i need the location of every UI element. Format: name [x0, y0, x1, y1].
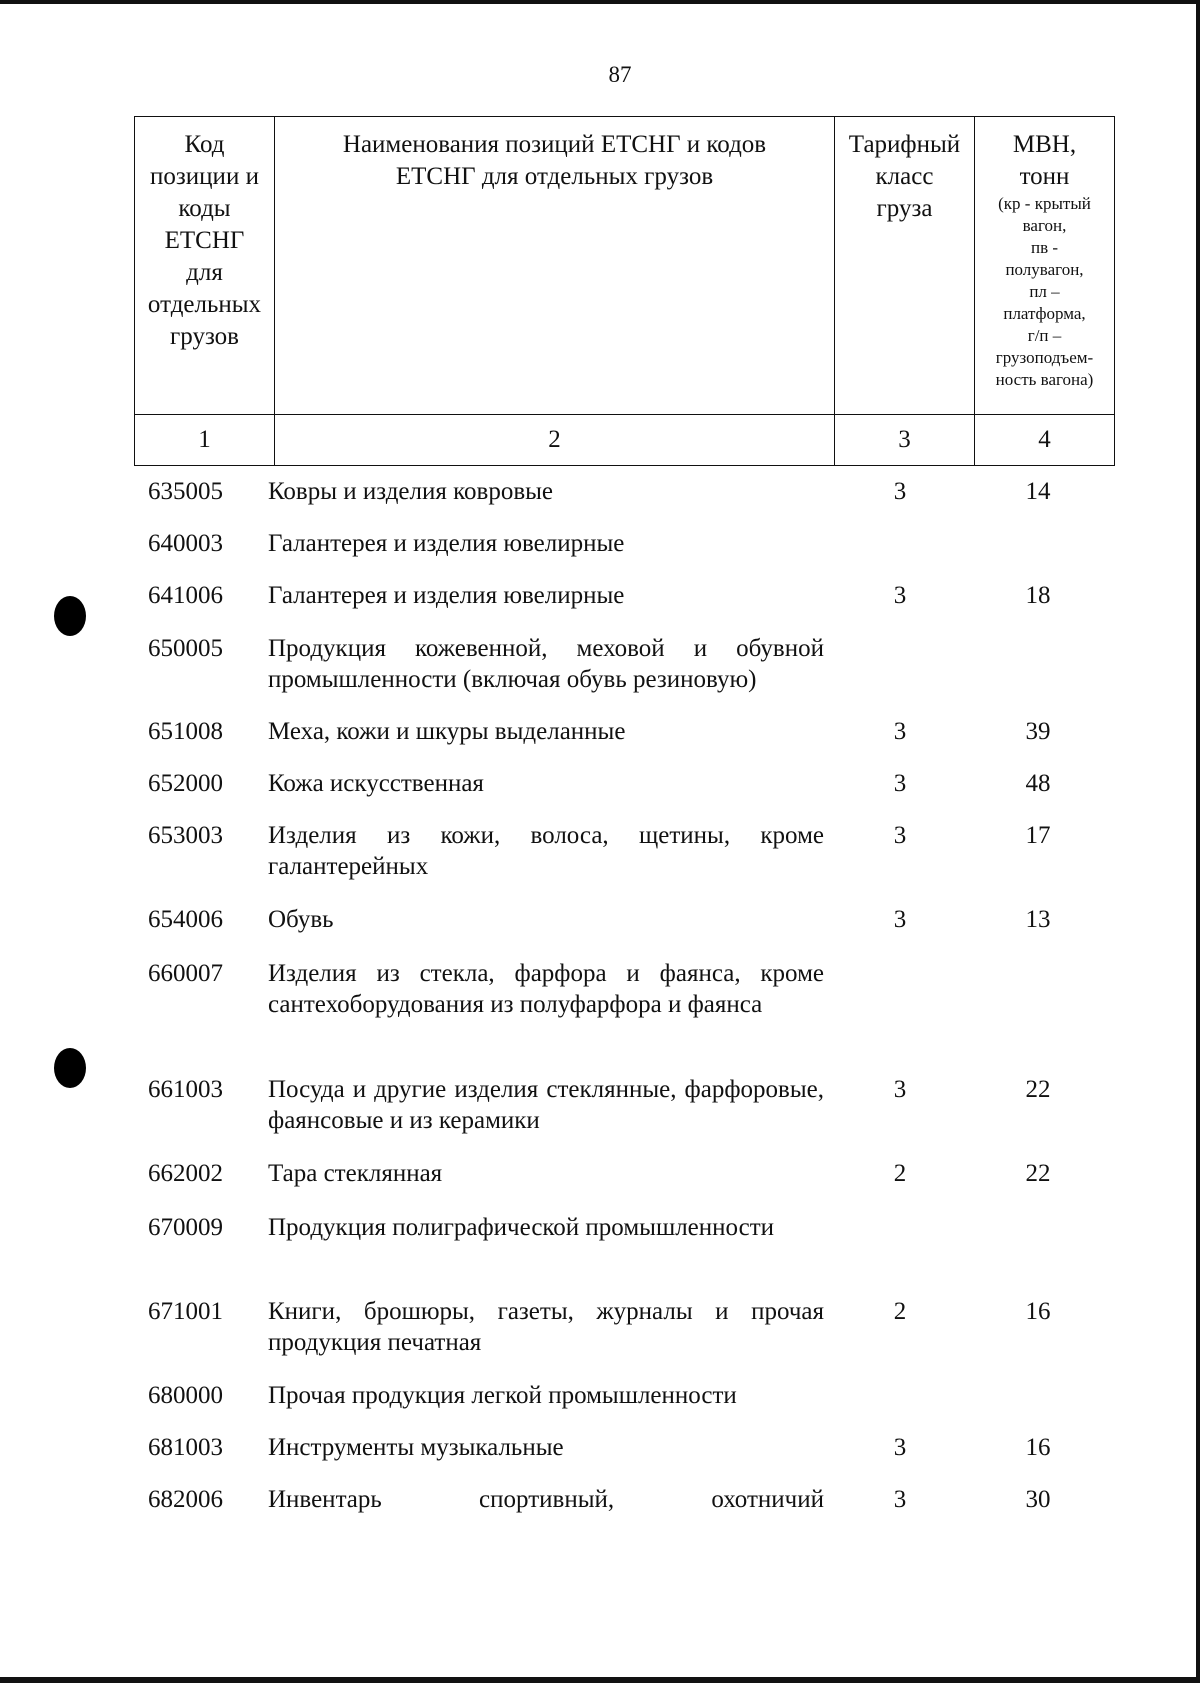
row-mvn: 17	[1025, 822, 1051, 849]
header-class	[835, 117, 975, 415]
header-mvn-note: ность вагона)	[995, 370, 1094, 389]
header-code-line: для	[186, 259, 223, 286]
punch-hole	[54, 596, 86, 636]
column-number: 2	[275, 415, 835, 466]
row-class: 3	[893, 1076, 907, 1103]
row-name: Инвентарь спортивный, охотничий	[268, 1486, 824, 1513]
column-number: 4	[975, 415, 1115, 466]
row-class: 2	[893, 1298, 907, 1325]
header-name	[275, 117, 835, 415]
row-class: 3	[893, 822, 907, 849]
row-code: 652000	[148, 770, 223, 797]
row-name: Инструменты музыкальные	[268, 1434, 564, 1461]
row-code: 640003	[148, 530, 223, 557]
row-name: Прочая продукция легкой промышленности	[268, 1382, 737, 1409]
row-mvn: 22	[1025, 1076, 1051, 1103]
header-mvn-note: пл –	[1029, 282, 1060, 301]
row-name: Продукция кожевенной, меховой и обувной промышленности (включая обувь резиновую)	[268, 635, 824, 693]
column-number: 1	[135, 415, 275, 466]
header-mvn-note: грузоподъем-	[995, 348, 1094, 367]
header-mvn-note: полувагон,	[1005, 260, 1084, 279]
row-name: Меха, кожи и шкуры выделанные	[268, 718, 626, 745]
row-name: Ковры и изделия ковровые	[268, 478, 554, 505]
row-mvn: 18	[1025, 582, 1051, 609]
row-code: 680000	[148, 1382, 223, 1409]
header-code-line: отдельных	[147, 291, 262, 318]
column-header-table	[134, 116, 1115, 466]
header-mvn-title: МВН,	[1012, 131, 1077, 158]
header-code-line: позиции и	[150, 163, 259, 190]
row-mvn: 16	[1025, 1434, 1051, 1461]
row-code: 650005	[148, 635, 223, 662]
row-mvn: 16	[1025, 1298, 1051, 1325]
row-code: 681003	[148, 1434, 223, 1461]
row-code: 671001	[148, 1298, 223, 1325]
header-mvn-note: пв -	[1030, 238, 1059, 257]
header-code-line: ЕТСНГ	[164, 227, 245, 254]
header-code	[135, 117, 275, 415]
row-class: 3	[893, 906, 907, 933]
row-code: 661003	[148, 1076, 223, 1103]
scan-border-right	[1196, 0, 1200, 1683]
column-number: 3	[835, 415, 975, 466]
row-code: 654006	[148, 906, 223, 933]
row-class: 2	[893, 1160, 907, 1187]
row-name: Посуда и другие изделия стеклянные, фарфоровые, фаянсовые и из керамики	[268, 1076, 824, 1134]
row-class: 3	[893, 1434, 907, 1461]
header-class-line: Тарифный	[848, 131, 961, 158]
row-class: 3	[893, 582, 907, 609]
row-name: Галантерея и изделия ювелирные	[268, 582, 625, 609]
header-class-line: класс	[875, 163, 934, 190]
row-mvn: 13	[1025, 906, 1051, 933]
row-code: 653003	[148, 822, 223, 849]
header-code-line: Код	[184, 131, 225, 158]
header-mvn	[975, 117, 1115, 415]
scan-border-bottom	[0, 1677, 1200, 1683]
header-mvn-note: г/п –	[1027, 326, 1062, 345]
header-mvn-title: тонн	[1019, 163, 1070, 190]
row-code: 662002	[148, 1160, 223, 1187]
header-code-line: коды	[178, 195, 231, 222]
row-mvn: 48	[1025, 770, 1051, 797]
header-mvn-note: (кр - крытый	[998, 194, 1091, 213]
row-class: 3	[893, 478, 907, 505]
row-mvn: 14	[1025, 478, 1051, 505]
row-name: Продукция полиграфической промышленности	[268, 1214, 775, 1241]
row-name: Кожа искусственная	[268, 770, 484, 797]
header-class-line: груза	[876, 195, 933, 222]
row-code: 651008	[148, 718, 223, 745]
header-code-line: грузов	[170, 323, 239, 350]
row-mvn: 30	[1025, 1486, 1051, 1513]
row-name: Тара стеклянная	[268, 1160, 443, 1187]
row-name: Изделия из стекла, фарфора и фаянса, кроме сантехоборудования из полуфарфора и фаянса	[268, 960, 824, 1018]
row-name: Галантерея и изделия ювелирные	[268, 530, 625, 557]
row-mvn: 39	[1025, 718, 1051, 745]
row-code: 660007	[148, 960, 223, 987]
row-name: Изделия из кожи, волоса, щетины, кроме галантерейных	[268, 822, 824, 880]
row-name: Книги, брошюры, газеты, журналы и прочая продукция печатная	[268, 1298, 824, 1356]
row-mvn: 22	[1025, 1160, 1051, 1187]
row-class: 3	[893, 718, 907, 745]
row-code: 641006	[148, 582, 223, 609]
row-name: Обувь	[268, 906, 334, 933]
header-name-line: ЕТСНГ для отдельных грузов	[395, 163, 714, 190]
page-number: 87	[608, 62, 632, 87]
row-class: 3	[893, 1486, 907, 1513]
row-code: 682006	[148, 1486, 223, 1513]
header-name-line: Наименования позиций ЕТСНГ и кодов	[342, 131, 767, 158]
row-code: 635005	[148, 478, 223, 505]
header-mvn-note: платформа,	[1003, 304, 1086, 323]
row-class: 3	[893, 770, 907, 797]
header-mvn-note: вагон,	[1022, 216, 1067, 235]
scan-border-top	[0, 0, 1200, 4]
punch-hole	[54, 1048, 86, 1088]
row-code: 670009	[148, 1214, 223, 1241]
